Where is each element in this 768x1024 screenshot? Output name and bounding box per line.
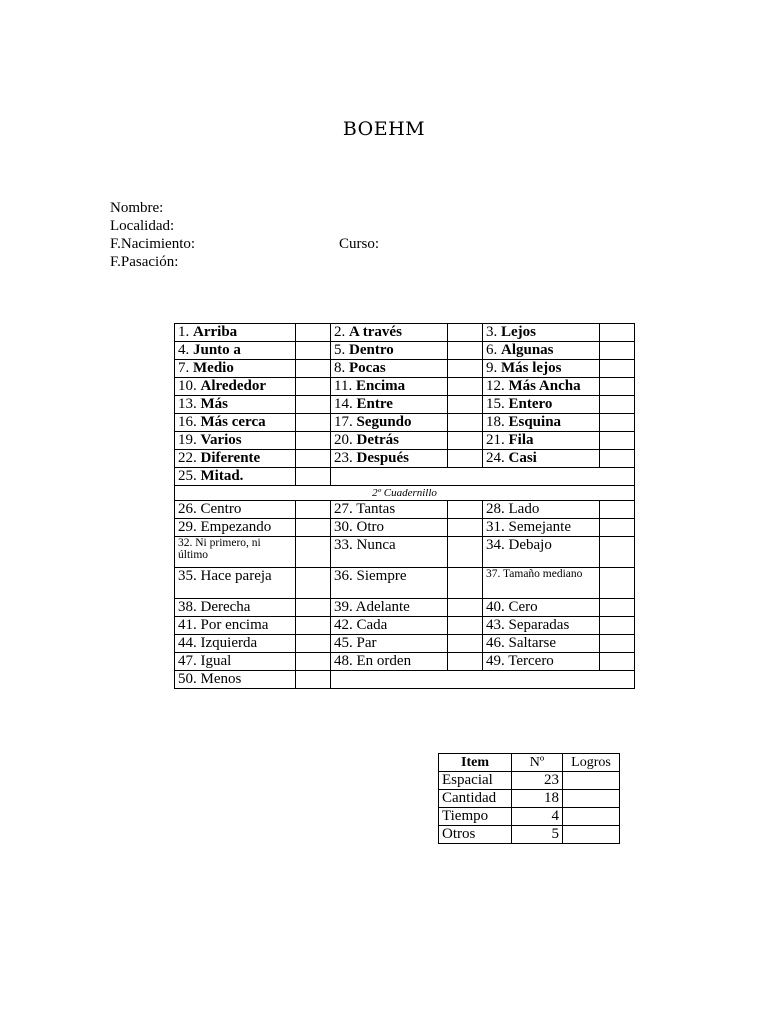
grid-row — [175, 396, 635, 414]
item-number: 4. — [178, 342, 193, 358]
answer-cell[interactable] — [296, 519, 331, 537]
answer-cell[interactable] — [448, 342, 483, 360]
summary-logros-cell[interactable] — [563, 826, 620, 844]
item-word: Fila — [508, 432, 534, 448]
item-number: 1. — [178, 324, 193, 340]
grid-row — [175, 342, 635, 360]
answer-cell[interactable] — [448, 519, 483, 537]
localidad-field[interactable]: Localidad: — [110, 218, 175, 234]
answer-cell[interactable] — [600, 617, 635, 635]
item-word: Medio — [193, 360, 234, 376]
summary-item: Espacial — [439, 772, 512, 790]
answer-cell[interactable] — [448, 432, 483, 450]
word-cell: 45. Par — [331, 635, 448, 653]
summary-row — [439, 790, 620, 808]
answer-cell[interactable] — [296, 432, 331, 450]
nacimiento-field[interactable]: F.Nacimiento: Curso: — [110, 236, 380, 252]
item-number: 6. — [486, 342, 501, 358]
item-number: 2. — [334, 324, 349, 340]
item-word: A través — [349, 324, 402, 340]
item-number: 25. — [178, 468, 201, 484]
summary-count: 5 — [512, 826, 563, 844]
item-word: Pocas — [349, 360, 386, 376]
answer-cell[interactable] — [296, 617, 331, 635]
item-number: 9. — [486, 360, 501, 376]
word-cell — [175, 450, 296, 468]
answer-cell[interactable] — [448, 396, 483, 414]
answer-cell[interactable] — [600, 414, 635, 432]
word-cell: 40. Cero — [483, 599, 600, 617]
item-word: Más lejos — [501, 360, 562, 376]
answer-cell[interactable] — [296, 360, 331, 378]
summary-header-item: Item — [439, 754, 512, 772]
item-word: Más cerca — [200, 414, 266, 430]
answer-cell[interactable] — [296, 537, 331, 568]
word-cell: 41. Por encima — [175, 617, 296, 635]
word-cell — [483, 324, 600, 342]
grid-row — [175, 360, 635, 378]
item-word: Algunas — [501, 342, 554, 358]
item-number: 3. — [486, 324, 501, 340]
word-cell — [483, 396, 600, 414]
pasacion-field[interactable]: F.Pasación: — [110, 254, 179, 270]
word-cell: 44. Izquierda — [175, 635, 296, 653]
word-grid-table — [174, 323, 635, 689]
item-word: Junto a — [193, 342, 241, 358]
item-number: 17. — [334, 414, 357, 430]
word-cell — [175, 378, 296, 396]
item-number: 12. — [486, 378, 509, 394]
summary-logros-cell[interactable] — [563, 808, 620, 826]
summary-count: 18 — [512, 790, 563, 808]
word-cell — [175, 414, 296, 432]
word-cell: 33. Nunca — [331, 537, 448, 568]
summary-header-logros: Logros — [563, 754, 620, 772]
answer-cell[interactable] — [296, 671, 331, 689]
item-number: 13. — [178, 396, 201, 412]
empty-cell — [331, 468, 635, 486]
grid-row — [175, 468, 635, 486]
word-cell — [175, 396, 296, 414]
summary-row — [439, 772, 620, 790]
word-cell: 47. Igual — [175, 653, 296, 671]
item-number: 23. — [334, 450, 357, 466]
word-cell: 49. Tercero — [483, 653, 600, 671]
item-word: Entre — [356, 396, 393, 412]
item-number: 24. — [486, 450, 509, 466]
word-cell: 27. Tantas — [331, 501, 448, 519]
word-cell — [483, 360, 600, 378]
grid-row — [175, 635, 635, 653]
answer-cell[interactable] — [448, 599, 483, 617]
grid-row — [175, 378, 635, 396]
answer-cell[interactable] — [448, 360, 483, 378]
word-cell — [483, 414, 600, 432]
word-cell: 26. Centro — [175, 501, 296, 519]
answer-cell[interactable] — [600, 519, 635, 537]
grid-row — [175, 324, 635, 342]
word-cell: 46. Saltarse — [483, 635, 600, 653]
item-word: Arriba — [193, 324, 238, 340]
word-cell — [483, 378, 600, 396]
answer-cell[interactable] — [296, 568, 331, 599]
answer-cell[interactable] — [600, 360, 635, 378]
answer-cell[interactable] — [600, 501, 635, 519]
item-number: 7. — [178, 360, 193, 376]
word-cell — [331, 324, 448, 342]
item-word: Detrás — [356, 432, 399, 448]
answer-cell[interactable] — [600, 568, 635, 599]
word-cell — [331, 414, 448, 432]
word-cell: 32. Ni primero, ni último — [175, 537, 296, 568]
item-number: 16. — [178, 414, 201, 430]
word-cell: 50. Menos — [175, 671, 296, 689]
answer-cell[interactable] — [296, 378, 331, 396]
empty-cell — [331, 671, 635, 689]
item-word: Alrededor — [200, 378, 267, 394]
item-number: 18. — [486, 414, 509, 430]
item-word: Más — [200, 396, 228, 412]
word-cell: 35. Hace pareja — [175, 568, 296, 599]
grid-row — [175, 537, 635, 568]
summary-logros-cell[interactable] — [563, 772, 620, 790]
item-number: 20. — [334, 432, 357, 448]
grid-row — [175, 617, 635, 635]
answer-cell[interactable] — [296, 653, 331, 671]
separator-row — [175, 486, 635, 501]
word-cell — [331, 396, 448, 414]
grid-row — [175, 450, 635, 468]
summary-item: Cantidad — [439, 790, 512, 808]
grid-row — [175, 568, 635, 599]
item-word: Segundo — [356, 414, 412, 430]
item-word: Diferente — [200, 450, 261, 466]
summary-logros-cell[interactable] — [563, 790, 620, 808]
answer-cell[interactable] — [296, 324, 331, 342]
answer-cell[interactable] — [296, 501, 331, 519]
grid-row — [175, 671, 635, 689]
summary-row — [439, 808, 620, 826]
answer-cell[interactable] — [600, 599, 635, 617]
word-cell — [331, 360, 448, 378]
word-cell — [175, 324, 296, 342]
answer-cell[interactable] — [600, 378, 635, 396]
item-number: 8. — [334, 360, 349, 376]
item-word: Más Ancha — [508, 378, 581, 394]
nombre-field[interactable]: Nombre: — [110, 200, 164, 216]
answer-cell[interactable] — [600, 450, 635, 468]
grid-row — [175, 432, 635, 450]
summary-header-n: Nº — [512, 754, 563, 772]
grid-row — [175, 653, 635, 671]
item-word: Mitad. — [200, 468, 244, 484]
answer-cell[interactable] — [448, 414, 483, 432]
grid-row — [175, 599, 635, 617]
answer-cell[interactable] — [600, 537, 635, 568]
item-number: 21. — [486, 432, 509, 448]
word-cell — [483, 342, 600, 360]
word-cell: 48. En orden — [331, 653, 448, 671]
grid-row — [175, 414, 635, 432]
item-word: Casi — [508, 450, 537, 466]
word-cell: 39. Adelante — [331, 599, 448, 617]
summary-item: Otros — [439, 826, 512, 844]
answer-cell[interactable] — [600, 432, 635, 450]
answer-cell[interactable] — [296, 342, 331, 360]
answer-cell[interactable] — [600, 342, 635, 360]
item-number: 11. — [334, 378, 356, 394]
word-cell — [331, 432, 448, 450]
answer-cell[interactable] — [600, 653, 635, 671]
answer-cell[interactable] — [296, 450, 331, 468]
item-number: 19. — [178, 432, 201, 448]
student-info — [110, 199, 380, 271]
word-cell — [175, 342, 296, 360]
word-cell: 34. Debajo — [483, 537, 600, 568]
word-cell — [331, 450, 448, 468]
summary-item: Tiempo — [439, 808, 512, 826]
summary-header-row — [439, 754, 620, 772]
answer-cell[interactable] — [600, 396, 635, 414]
item-number: 5. — [334, 342, 349, 358]
item-word: Esquina — [508, 414, 562, 430]
word-cell: 42. Cada — [331, 617, 448, 635]
word-cell: 28. Lado — [483, 501, 600, 519]
answer-cell[interactable] — [296, 635, 331, 653]
page-title: BOEHM — [342, 118, 426, 140]
answer-cell[interactable] — [448, 450, 483, 468]
summary-count: 23 — [512, 772, 563, 790]
answer-cell[interactable] — [448, 635, 483, 653]
grid-row — [175, 519, 635, 537]
answer-cell[interactable] — [296, 468, 331, 486]
summary-table — [438, 753, 620, 844]
word-cell: 30. Otro — [331, 519, 448, 537]
summary-count: 4 — [512, 808, 563, 826]
word-cell: 29. Empezando — [175, 519, 296, 537]
word-cell — [483, 432, 600, 450]
grid-row — [175, 501, 635, 519]
answer-cell[interactable] — [296, 414, 331, 432]
item-word: Lejos — [501, 324, 536, 340]
answer-cell[interactable] — [448, 568, 483, 599]
section-label: 2º Cuadernillo — [175, 486, 635, 501]
item-word: Después — [356, 450, 410, 466]
answer-cell[interactable] — [600, 324, 635, 342]
item-number: 14. — [334, 396, 357, 412]
answer-cell[interactable] — [448, 653, 483, 671]
word-cell: 43. Separadas — [483, 617, 600, 635]
answer-cell[interactable] — [448, 617, 483, 635]
answer-cell[interactable] — [448, 324, 483, 342]
answer-cell[interactable] — [448, 378, 483, 396]
item-word: Dentro — [349, 342, 394, 358]
answer-cell[interactable] — [448, 501, 483, 519]
item-word: Entero — [508, 396, 553, 412]
item-word: Varios — [200, 432, 242, 448]
word-cell — [483, 450, 600, 468]
word-cell — [331, 378, 448, 396]
word-cell — [175, 468, 296, 486]
word-cell: 36. Siempre — [331, 568, 448, 599]
curso-field[interactable]: Curso: — [339, 236, 380, 252]
answer-cell[interactable] — [296, 396, 331, 414]
answer-cell[interactable] — [600, 635, 635, 653]
word-cell — [175, 432, 296, 450]
word-cell — [175, 360, 296, 378]
answer-cell[interactable] — [448, 537, 483, 568]
item-number: 22. — [178, 450, 201, 466]
item-number: 10. — [178, 378, 201, 394]
answer-cell[interactable] — [296, 599, 331, 617]
word-cell: 38. Derecha — [175, 599, 296, 617]
item-number: 15. — [486, 396, 509, 412]
word-cell — [331, 342, 448, 360]
summary-row — [439, 826, 620, 844]
word-cell: 37. Tamaño mediano — [483, 568, 600, 599]
item-word: Encima — [355, 378, 406, 394]
word-cell: 31. Semejante — [483, 519, 600, 537]
